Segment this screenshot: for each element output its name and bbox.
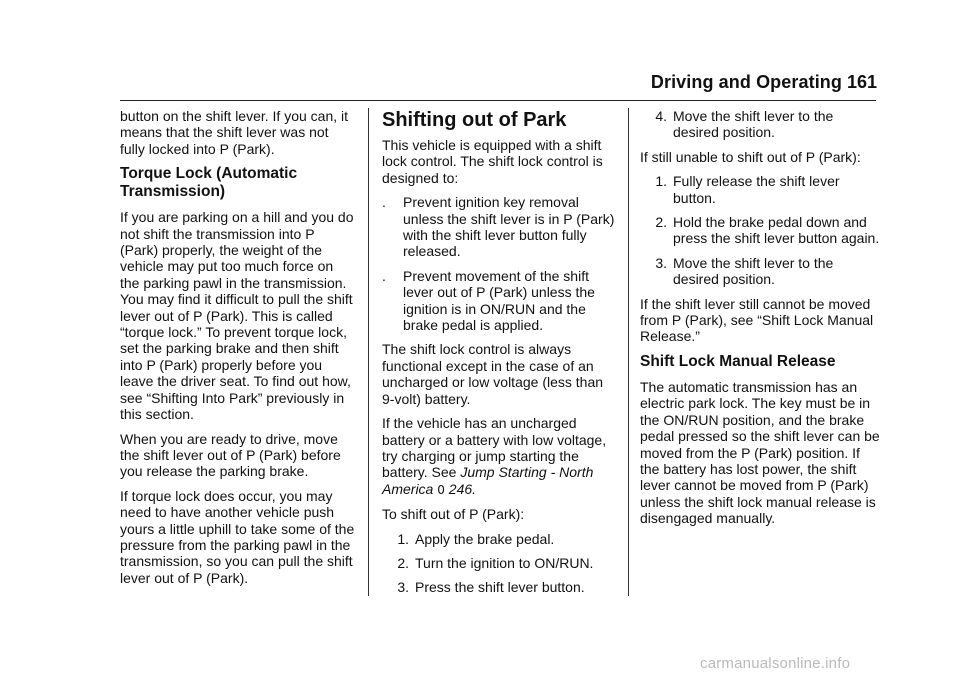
step-number: 1. bbox=[397, 530, 409, 547]
step-number: 2. bbox=[655, 214, 667, 231]
still-cannot-move-paragraph: If the shift lever still cannot be moved from P (Park), see “Shift Lock Manual Release.” bbox=[640, 295, 874, 345]
step-text: Move the shift lever to the desired position. bbox=[673, 254, 834, 288]
step-text: Apply the brake pedal. bbox=[415, 530, 555, 547]
torque-lock-occurs-paragraph: If torque lock does occur, you may need to have another vehicle push yours a little uphill to take some of the pressure from the parking pawl in the transmission, so you can pull the shift lever out of P (Park). bbox=[120, 487, 355, 586]
step-number: 2. bbox=[397, 554, 409, 571]
sentence-end: . bbox=[472, 480, 477, 497]
list-item bbox=[382, 579, 618, 595]
bullet-marker: . bbox=[382, 267, 386, 284]
page-reference-number[interactable]: 246 bbox=[448, 480, 473, 497]
list-item bbox=[382, 194, 618, 260]
list-item bbox=[382, 555, 618, 571]
section-title: Driving and Operating bbox=[650, 72, 842, 92]
page-header bbox=[0, 72, 960, 96]
step-number: 3. bbox=[655, 254, 667, 271]
watermark: carmanualsonline.info bbox=[700, 655, 851, 672]
ready-to-drive-paragraph: When you are ready to drive, move the shift lever out of P (Park) before you release the parking brake. bbox=[120, 430, 341, 480]
list-item bbox=[382, 531, 618, 547]
manual-release-paragraph: The automatic transmission has an electric park lock. The key must be in the ON/RUN position, and the brake pedal pressed so the shift lever can be moved from the P (Park) position. If the battery has lost power, the shift lever cannot be moved from P (Park) unless the shift lock manual release is disengaged manually. bbox=[640, 378, 880, 527]
torque-lock-heading: Torque Lock (Automatic Transmission) bbox=[120, 165, 298, 201]
bullet-text: Prevent ignition key removal unless the shift lever is in P (Park) with the shift lever button fully released. bbox=[403, 194, 615, 260]
page-number: 161 bbox=[846, 72, 877, 92]
step-text: Press the shift lever button. bbox=[415, 579, 585, 596]
column-3 bbox=[640, 108, 880, 535]
list-item bbox=[382, 268, 618, 334]
jump-starting-link[interactable]: Jump Starting - North America bbox=[382, 464, 594, 497]
step-number: 4. bbox=[655, 108, 667, 124]
shift-lock-manual-release-heading: Shift Lock Manual Release bbox=[640, 352, 836, 370]
shifting-out-of-park-heading: Shifting out of Park bbox=[382, 109, 567, 131]
step-text: Fully release the shift lever button. bbox=[673, 173, 840, 206]
step-number: 1. bbox=[655, 173, 667, 190]
continued-paragraph: button on the shift lever. If you can, it means that the shift lever was not fully locked into P (Park). bbox=[120, 108, 349, 157]
shift-lock-intro: This vehicle is equipped with a shift lock control. The shift lock control is designed to: bbox=[382, 137, 603, 186]
list-item bbox=[640, 108, 880, 141]
header-divider bbox=[120, 100, 876, 101]
page-reference-icon: 0 bbox=[437, 482, 445, 497]
step-text: Turn the ignition to ON/RUN. bbox=[415, 554, 594, 571]
step-text: Move the shift lever to the desired position. bbox=[673, 108, 834, 141]
uncharged-battery-paragraph bbox=[382, 415, 618, 498]
bullet-marker: . bbox=[382, 194, 386, 211]
column-2 bbox=[382, 108, 618, 604]
paragraph-text: If the vehicle has an uncharged battery or a battery with low voltage, try charging or jump starting the battery. See bbox=[382, 415, 607, 481]
step-text: Hold the brake pedal down and press the shift lever button again. bbox=[673, 214, 880, 247]
column-divider bbox=[368, 108, 369, 596]
step-number: 3. bbox=[397, 579, 409, 596]
torque-lock-paragraph: If you are parking on a hill and you do not shift the transmission into P (Park) properly, the weight of the vehicle may put too much force on the parking pawl in the transmission. You may find it difficult to pull the shift lever out of P (Park). This is called “torque lock.” To prevent torque lock, set the parking brake and then shift into P (Park) properly before you leave the driver seat. To find out how, see “Shifting Into Park” previously in this section. bbox=[120, 209, 354, 423]
list-item bbox=[640, 255, 880, 288]
column-1 bbox=[120, 108, 356, 594]
still-unable-paragraph: If still unable to shift out of P (Park): bbox=[640, 148, 861, 165]
shift-lock-functional-paragraph: The shift lock control is always functional except in the case of an uncharged or low voltage (less than 9-volt) battery. bbox=[382, 341, 604, 407]
bullet-text: Prevent movement of the shift lever out of P (Park) unless the ignition is in ON/RUN and the brake pedal is applied. bbox=[403, 267, 595, 334]
steps-intro: To shift out of P (Park): bbox=[382, 506, 525, 523]
list-item bbox=[640, 214, 880, 247]
column-divider bbox=[628, 108, 629, 596]
list-item bbox=[640, 173, 880, 206]
